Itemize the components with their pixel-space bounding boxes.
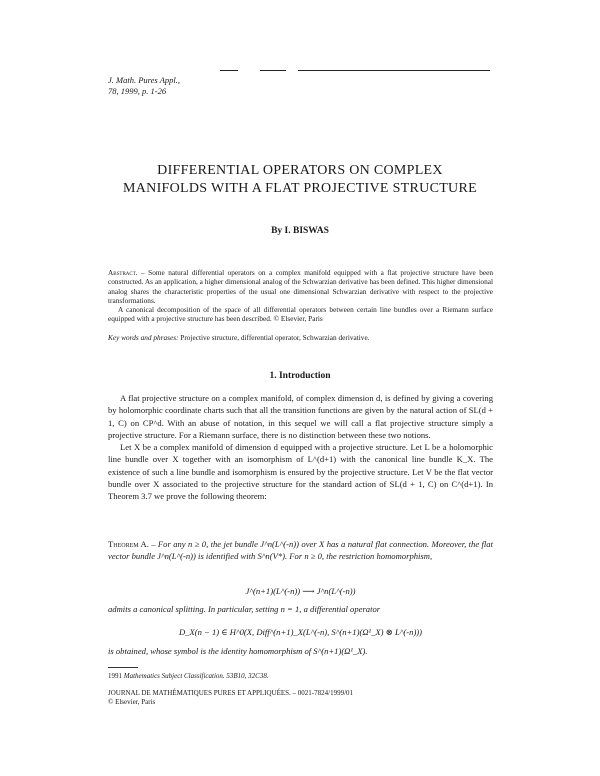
abstract: Abstract. – Some natural differential operators on a complex manifold equipped with a flat projective structure have been constructed. As an application, a higher dimensional analog of the Schwarzian derivative has been defined. This higher dimensional analog shares the characteristic properties of the usual one dimensional Schwarzian derivative with respect to the projective transformations. A canonical decomposition of the space of all differential operators between certain line bundles over a Riemann surface equipped with a projective structure has been described. © Elsevier, Paris <box>108 268 493 324</box>
publisher-info <box>108 689 353 707</box>
section-heading: 1. Introduction <box>269 371 331 381</box>
footnote <box>108 672 269 680</box>
abstract-text: Some natural differential operators on a complex manifold equipped with a flat projective structure have been constructed. As an application, a higher dimensional analog of the Schwarzian derivative has been defined. This higher dimensional analog shares the characteristic properties of the usual one dimensional Schwarzian derivative with respect to the projective transformations. <box>108 268 493 305</box>
title-line-2: MANIFOLDS WITH A FLAT PROJECTIVE STRUCTURE <box>123 181 477 196</box>
keywords-label: Key words and phrases: <box>108 333 179 342</box>
theorem <box>108 538 493 563</box>
footnote-year: 1991 <box>108 672 122 680</box>
keywords-text: Projective structure, differential operator, Schwarzian derivative. <box>180 333 370 342</box>
title-line-1: DIFFERENTIAL OPERATORS ON COMPLEX <box>157 163 443 178</box>
footnote-rule <box>108 667 138 668</box>
equation-1: J^(n+1)(L^(-n)) ⟶ J^n(L^(-n)) <box>245 586 356 596</box>
publisher-line-2: © Elsevier, Paris <box>108 698 156 706</box>
body-text <box>108 392 493 503</box>
publisher-line-1: JOURNAL DE MATHÉMATIQUES PURES ET APPLIQUÉES. – 0021-7824/1999/01 <box>108 689 354 697</box>
keywords <box>108 333 493 342</box>
paragraph-2: Let X be a complex manifold of dimension d equipped with a projective structure. Let L be a holomorphic line bundle over X together with an isomorphism of L^(d+1) with the canonical line bundle K_X. The existence of such a line bundle and isomorphism is ensured by the projective structure. Let V be the flat vector bundle over X associated to the projective structure for the standard action of SL(d + 1, C) on C^(d+1). In Theorem 3.7 we prove the following theorem: <box>108 442 493 502</box>
equation-2: D_X(n − 1) ∈ H^0(X, Diff^(n+1)_X(L^(-n), S^(n+1)(Ω¹_X) ⊗ L^(-n))) <box>178 627 423 637</box>
text-after-equation-1: admits a canonical splitting. In particular, setting n = 1, a differential operator <box>108 604 381 614</box>
paper-title <box>100 162 500 198</box>
abstract-label: Abstract. <box>108 268 138 277</box>
journal-volume: 78, 1999, p. 1-26 <box>108 86 167 96</box>
paragraph-1: A flat projective structure on a complex manifold, of complex dimension d, is defined by giving a covering by holomorphic coordinate charts such that all the transition functions are given by the natural action of SL(d + 1, C) on CP^d. With an abuse of notation, in this sequel we will call a flat projective structure simply a projective structure. For a Riemann surface, there is no distinction between these two notions. <box>108 393 493 440</box>
header-rules <box>220 70 490 72</box>
abstract-text-2: A canonical decomposition of the space of all differential operators between certain line bundles over a Riemann surface equipped with a projective structure has been described. © Elsevier, Paris <box>108 305 493 324</box>
journal-name: J. Math. Pures Appl., <box>108 75 181 85</box>
journal-citation <box>108 75 180 97</box>
author: By I. BISWAS <box>271 226 329 236</box>
theorem-statement: – For any n ≥ 0, the jet bundle J^n(L^(-n)) over X has a natural flat connection. Moreover, the flat vector bundle J^n(L^(-n)) is identified with S^n(V*). For n ≥ 0, the restriction homomorphism, <box>108 539 493 562</box>
theorem-label: Theorem A. <box>108 539 149 549</box>
footnote-text: Mathematics Subject Classification. 53B10, 32C38. <box>123 672 269 680</box>
text-after-equation-2: is obtained, whose symbol is the identity homomorphism of S^(n+1)(Ω¹_X). <box>108 646 368 656</box>
